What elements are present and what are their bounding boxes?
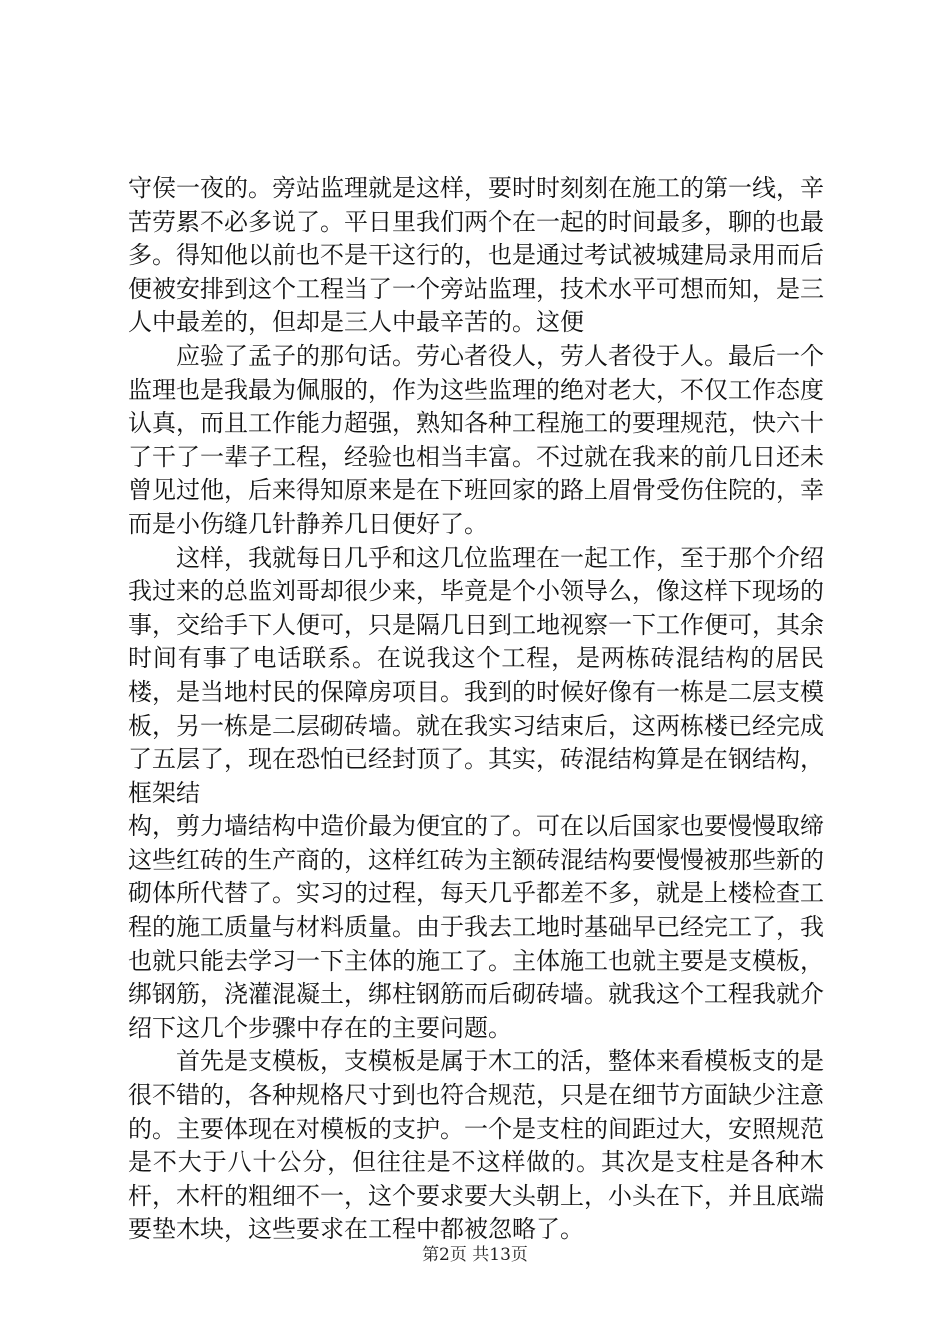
page-footer: 第2页 共13页 [422, 1245, 528, 1265]
paragraph-2: 应验了孟子的那句话。劳心者役人，劳人者役于人。最后一个监理也是我最为佩服的，作为这些监理的绝对老大，不仅工作态度认真，而且工作能力超强，熟知各种工程施工的要理规范，快六十了干了一辈子工程，经验也相当丰富。不过就在我来的前几日还未曾见过他，后来得知原来是在下班回家的路上眉骨受伤住院的，幸而是小伤缝几针静养几日便好了。 [128, 341, 824, 538]
paragraph-4: 构，剪力墙结构中造价最为便宜的了。可在以后国家也要慢慢取缔这些红砖的生产商的，这样红砖为主额砖混结构要慢慢被那些新的砌体所代替了。实习的过程，每天几乎都差不多，就是上楼检查工程的施工质量与材料质量。由于我去工地时基础早已经完工了，我也就只能去学习一下主体的施工了。主体施工也就主要是支模板，绑钢筋，浇灌混凝土，绑柱钢筋而后砌砖墙。就我这个工程我就介绍下这几个步骤中存在的主要问题。 [128, 812, 824, 1042]
paragraph-3: 这样，我就每日几乎和这几位监理在一起工作，至于那个介绍我过来的总监刘哥却很少来，毕竟是个小领导么，像这样下现场的事，交给手下人便可，只是隔几日到工地视察一下工作便可，其余时间有事了电话联系。在说我这个工程，是两栋砖混结构的居民楼，是当地村民的保障房项目。我到的时候好像有一栋是二层支模板，另一栋是二层砌砖墙。就在我实习结束后，这两栋楼已经完成了五层了，现在恐怕已经封顶了。其实，砖混结构算是在钢结构，框架结 [128, 543, 824, 807]
paragraph-5: 首先是支模板，支模板是属于木工的活，整体来看模板支的是很不错的，各种规格尺寸到也符合规范，只是在细节方面缺少注意的。主要体现在对模板的支护。一个是支柱的间距过大，安照规范是不大于八十公分，但往往是不这样做的。其次是支柱是各种木杆，木杆的粗细不一，这个要求要大头朝上，小头在下，并且底端要垫木块，这些要求在工程中都被忽略了。 [128, 1047, 824, 1244]
paragraph-1: 守侯一夜的。旁站监理就是这样，要时时刻刻在施工的第一线，辛苦劳累不必多说了。平日里我们两个在一起的时间最多，聊的也最多。得知他以前也不是干这行的，也是通过考试被城建局录用而后便被安排到这个工程当了一个旁站监理，技术水平可想而知，是三人中最差的，但却是三人中最辛苦的。这便 [128, 174, 824, 337]
document-body [128, 172, 824, 1247]
